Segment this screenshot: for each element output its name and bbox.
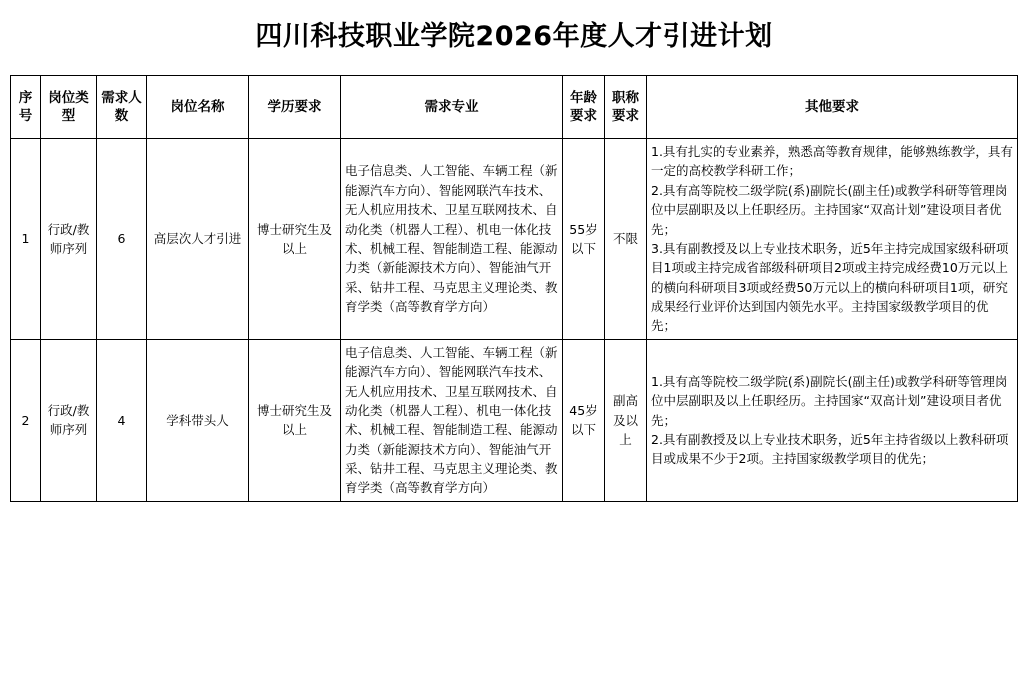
cell-major: 电子信息类、人工智能、车辆工程（新能源汽车方向）、智能网联汽车技术、无人机应用技术、卫星互联网技术、自动化类（机器人工程）、机电一体化技术、机械工程、智能制造工程、能源动力类（新能源技术方向）、智能油气开采、钻井工程、马克思主义理论类、教育学类（高等教育学方向） — [341, 139, 563, 340]
cell-education: 博士研究生及以上 — [249, 139, 341, 340]
column-header-education: 学历要求 — [249, 76, 341, 139]
table-header-row — [11, 76, 1018, 139]
cell-post: 学科带头人 — [147, 339, 249, 501]
column-header-title: 职称要求 — [605, 76, 647, 139]
cell-title-requirement: 不限 — [605, 139, 647, 340]
column-header-age: 年龄要求 — [563, 76, 605, 139]
cell-education: 博士研究生及以上 — [249, 339, 341, 501]
column-header-other: 其他要求 — [647, 76, 1018, 139]
column-header-no: 序号 — [11, 76, 41, 139]
cell-count: 6 — [97, 139, 147, 340]
cell-title-requirement: 副高及以上 — [605, 339, 647, 501]
column-header-type: 岗位类型 — [41, 76, 97, 139]
cell-post: 高层次人才引进 — [147, 139, 249, 340]
cell-type: 行政/教师序列 — [41, 139, 97, 340]
document-page — [0, 14, 1028, 502]
recruitment-plan-table — [10, 75, 1018, 502]
cell-no: 2 — [11, 339, 41, 501]
column-header-count: 需求人数 — [97, 76, 147, 139]
cell-major: 电子信息类、人工智能、车辆工程（新能源汽车方向）、智能网联汽车技术、无人机应用技术、卫星互联网技术、自动化类（机器人工程）、机电一体化技术、机械工程、智能制造工程、能源动力类（新能源技术方向）、智能油气开采、钻井工程、马克思主义理论类、教育学类（高等教育学方向） — [341, 339, 563, 501]
column-header-major: 需求专业 — [341, 76, 563, 139]
table-row — [11, 339, 1018, 501]
cell-count: 4 — [97, 339, 147, 501]
cell-type: 行政/教师序列 — [41, 339, 97, 501]
page-title: 四川科技职业学院2026年度人才引进计划 — [255, 21, 773, 52]
cell-other-requirements: 1.具有高等院校二级学院(系)副院长(副主任)或教学科研等管理岗位中层副职及以上任职经历。主持国家“双高计划”建设项目者优先； 2.具有副教授及以上专业技术职务，近5年主持省级以上教科研项目或成果不少于2项。主持国家级教学项目的优先； — [647, 339, 1018, 501]
cell-no: 1 — [11, 139, 41, 340]
table-row — [11, 139, 1018, 340]
column-header-post: 岗位名称 — [147, 76, 249, 139]
cell-other-requirements: 1.具有扎实的专业素养，熟悉高等教育规律，能够熟练教学，具有一定的高校教学科研工作； 2.具有高等院校二级学院(系)副院长(副主任)或教学科研等管理岗位中层副职及以上任职经历。主持国家“双高计划”建设项目者优先； 3.具有副教授及以上专业技术职务，近5年主持完成国家级科研项目1项或主持完成省部级科研项目2项或主持完成经费10万元以上的横向科研项目3项或经费50万元以上的横向科研项目1项，研究成果经行业评价达到国内领先水平。主持国家级教学项目的优先； — [647, 139, 1018, 340]
cell-age: 45岁以下 — [563, 339, 605, 501]
cell-age: 55岁以下 — [563, 139, 605, 340]
